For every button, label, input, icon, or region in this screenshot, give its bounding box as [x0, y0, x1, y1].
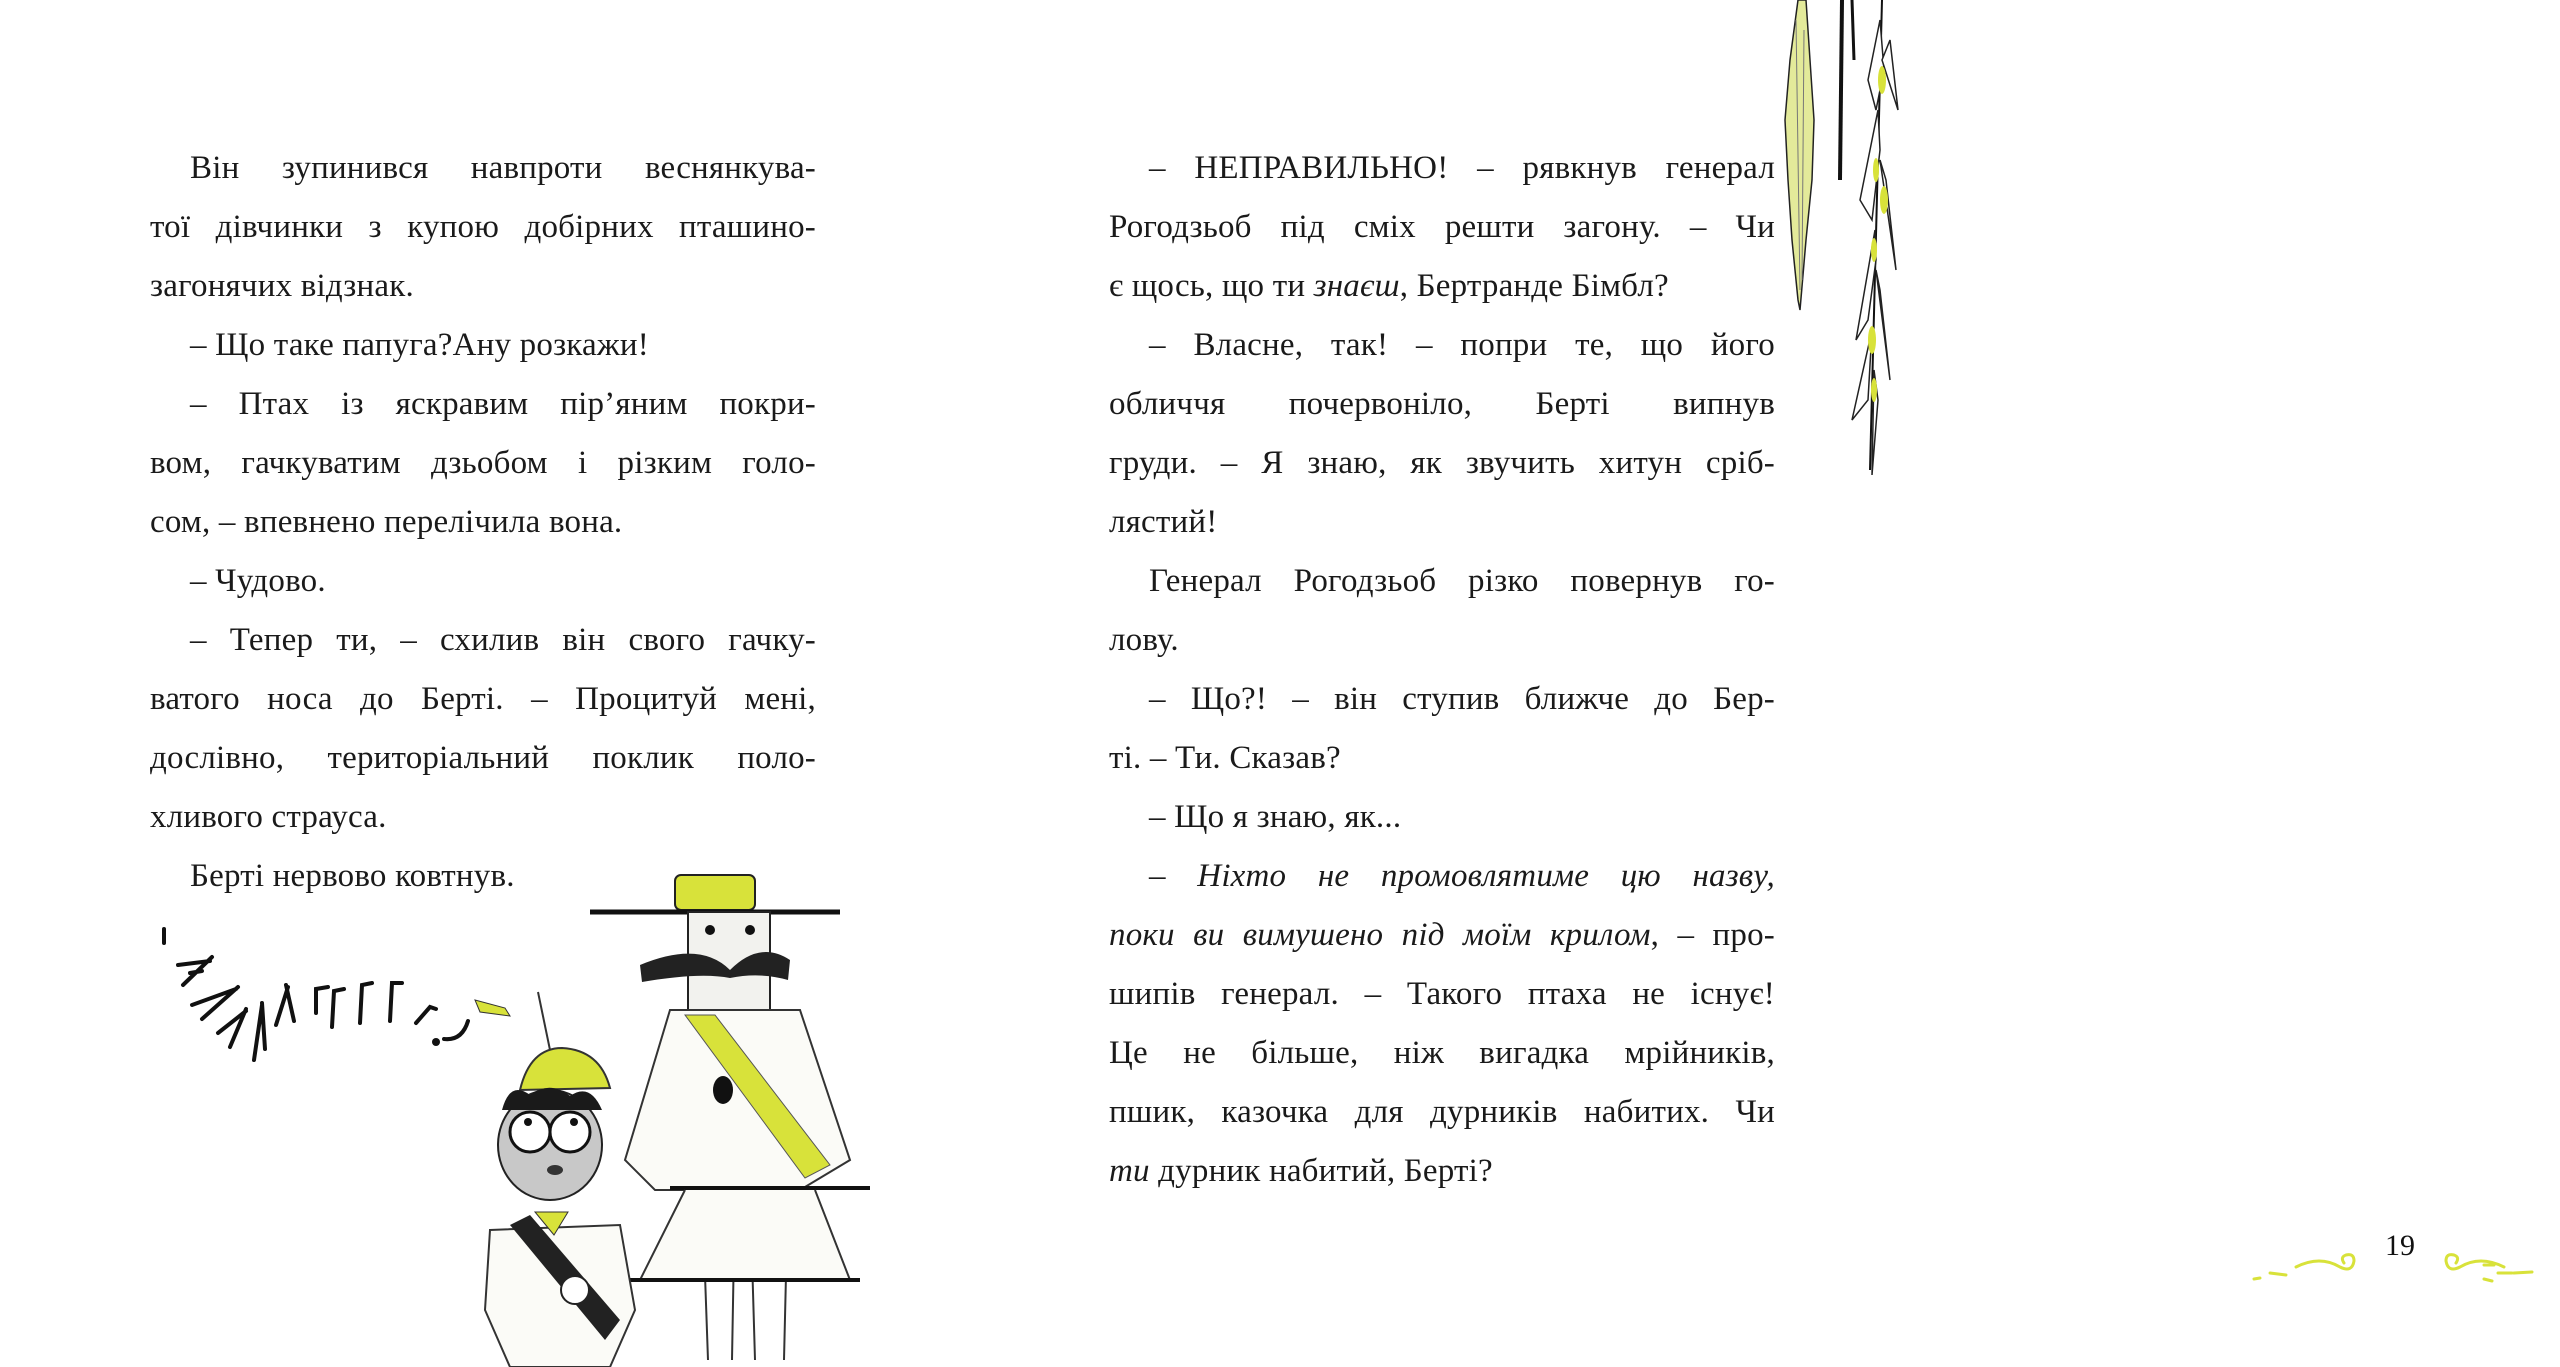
italic-text: ти: [1109, 1153, 1150, 1189]
left-page-text: [150, 139, 816, 906]
text-run: пшик, казочка для дурників набитих. Чи: [1109, 1094, 1775, 1130]
text-line: Берті нервово ковтнув.: [190, 858, 515, 894]
text-run: – НЕПРАВИЛЬНО! – рявкнув генерал: [1149, 150, 1775, 186]
page-number: 19: [2385, 1229, 2415, 1262]
text-run: ті. – Ти. Сказав?: [1109, 740, 1341, 776]
text-line: [1109, 788, 1775, 847]
italic-text: поки ви вимушено під моїм крилом: [1109, 917, 1651, 953]
text-run: , Бертранде Бімбл?: [1399, 268, 1669, 304]
text-run: груди. – Я знаю, як звучить хитун сріб-: [1109, 445, 1775, 481]
text-line: [1109, 552, 1775, 611]
scout-characters-illustration: [470, 860, 920, 1367]
text-line: [1109, 965, 1775, 1024]
text-line: [1109, 375, 1775, 434]
text-run: лову.: [1109, 622, 1179, 658]
text-run: , – про-: [1650, 917, 1775, 953]
text-run: Рогодзьоб під сміх решти загону. – Чи: [1109, 209, 1775, 245]
text-run: обличчя почервоніло, Берті випнув: [1109, 386, 1775, 422]
text-run: Це не більше, ніж вигадка мрійників,: [1109, 1035, 1775, 1071]
text-line: – Чудово.: [190, 563, 326, 599]
shout-lettering: [150, 915, 480, 1075]
text-line: [1109, 1142, 1775, 1201]
text-line: [1109, 434, 1775, 493]
text-run: – Власне, так! – попри те, що його: [1149, 327, 1775, 363]
text-line: вом, гачкуватим дзьобом і різким голо-: [150, 445, 816, 481]
text-run: Генерал Рогодзьоб різко повернув го-: [1149, 563, 1775, 599]
text-run: –: [1149, 858, 1198, 894]
text-run: є щось, що ти: [1109, 268, 1314, 304]
italic-text: знаєш: [1313, 268, 1400, 304]
page-number-ornament: [2240, 1225, 2560, 1275]
text-run: лястий!: [1109, 504, 1218, 540]
text-run: – Що я знаю, як...: [1149, 799, 1402, 835]
text-line: [1109, 198, 1775, 257]
text-line: [1109, 670, 1775, 729]
willow-branches-decoration: [1760, 0, 1920, 480]
italic-text: Ніхто не промовлятиме цю назву,: [1197, 858, 1775, 894]
text-line: [1109, 847, 1775, 906]
text-line: [1109, 493, 1775, 552]
text-line: [1109, 257, 1775, 316]
text-line: Він зупинився навпроти веснянкува-: [190, 150, 816, 186]
text-line: сом, – впевнено перелічила вона.: [150, 504, 623, 540]
text-line: [1109, 729, 1775, 788]
text-line: загонячих відзнак.: [150, 268, 414, 304]
right-page-text: [1109, 139, 1775, 1201]
text-line: – Що таке папуга?Ану розкажи!: [190, 327, 649, 363]
text-line: [1109, 906, 1775, 965]
text-line: [1109, 316, 1775, 375]
text-line: хливого страуса.: [150, 799, 387, 835]
left-page: [0, 0, 960, 1367]
text-run: – Що?! – він ступив ближче до Бер-: [1149, 681, 1775, 717]
text-line: дослівно, територіальний поклик поло-: [150, 740, 816, 776]
text-line: [1109, 611, 1775, 670]
text-run: шипів генерал. – Такого птаха не існує!: [1109, 976, 1775, 1012]
text-line: – Птах із яскравим пір’яним покри-: [190, 386, 816, 422]
text-line: [1109, 1083, 1775, 1142]
text-run: дурник набитий, Берті?: [1149, 1153, 1493, 1189]
text-line: – Тепер ти, – схилив він свого гачку-: [190, 622, 816, 658]
text-line: [1109, 139, 1775, 198]
text-line: тої дівчинки з купою добірних пташино-: [150, 209, 816, 245]
text-line: ватого носа до Берті. – Процитуй мені,: [150, 681, 816, 717]
text-line: [1109, 1024, 1775, 1083]
